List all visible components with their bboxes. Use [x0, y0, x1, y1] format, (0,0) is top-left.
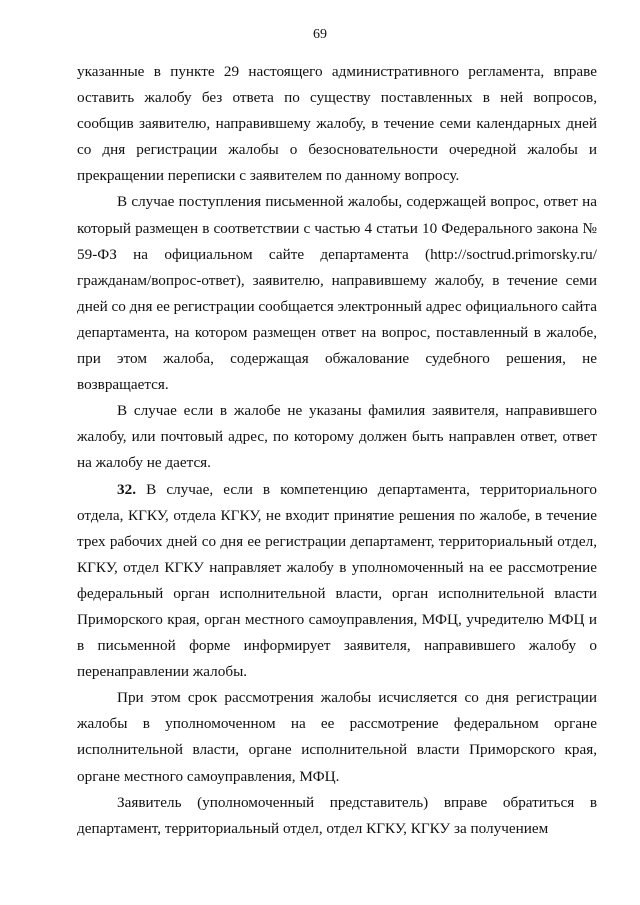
- paragraph-text: указанные в пункте 29 настоящего административного регламента, вправе оставить жалобу без ответа по существу поставленных в ней вопросов, сообщив заявителю, направившему жалобу, в течение семи календарных дней со дня регистрации жалобы о безосновательности очередной жалобы и прекращении переписки с заявителем по данному вопросу.: [77, 63, 597, 185]
- paragraph-continuation: [77, 59, 597, 189]
- item-number: 32.: [117, 480, 136, 498]
- paragraph-text: Заявитель (уполномоченный представитель) вправе обратиться в департамент, территориальный отдел, отдел КГКУ, КГКУ за получением: [77, 793, 597, 837]
- paragraph-review-term: [77, 685, 597, 789]
- paragraph-text: В случае поступления письменной жалобы, содержащей вопрос, ответ на который размещен в соответствии с частью 4 статьи 10 Федерального закона № 59-ФЗ на официальном сайте департамента (http://soctrud.primorsky.ru/ гражданам/вопрос-ответ), заявителю, направившему жалобу, в течение семи дней со дня ее регистрации сообщается электронный адрес официального сайта департамента, на котором размещен ответ на вопрос, поставленный в жалобе, при этом жалоба, содержащая обжалование судебного решения, не возвращается.: [77, 193, 597, 394]
- document-body: [77, 59, 597, 842]
- paragraph-no-surname: [77, 398, 597, 476]
- paragraph-text: В случае, если в компетенцию департамента, территориального отдела, КГКУ, отдела КГКУ, не входит принятие решения по жалобе, в течение трех рабочих дней со дня ее регистрации департамент, территориальный отдел, КГКУ, отдел КГКУ направляет жалобу в уполномоченный на ее рассмотрение федеральный орган исполнительной власти, орган исполнительной власти Приморского края, орган местного самоуправления, МФЦ, учредителю МФЦ и в письменной форме информирует заявителя, направившего жалобу о перенаправлении жалобы.: [77, 480, 598, 681]
- paragraph-item-32: [77, 477, 597, 686]
- paragraph-faq-response: [77, 189, 597, 398]
- page-number: 69: [313, 27, 327, 42]
- paragraph-text: При этом срок рассмотрения жалобы исчисляется со дня регистрации жалобы в уполномоченном на ее рассмотрение федеральном органе исполнительной власти, органе исполнительной власти Приморского края, органе местного самоуправления, МФЦ.: [77, 689, 597, 785]
- paragraph-applicant-right: [77, 790, 597, 842]
- paragraph-text: В случае если в жалобе не указаны фамилия заявителя, направившего жалобу, или почтовый адрес, по которому должен быть направлен ответ, ответ на жалобу не дается.: [77, 402, 597, 472]
